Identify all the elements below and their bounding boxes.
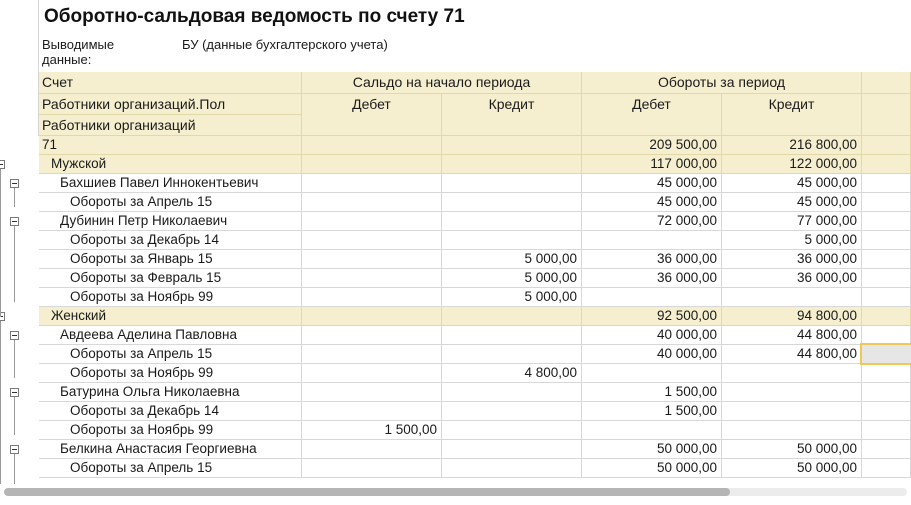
header-account[interactable]: Счет [39, 72, 302, 94]
cell-turn-dt[interactable]: 40 000,00 [582, 326, 722, 345]
header-employee-dimension[interactable]: Работники организаций [39, 115, 302, 136]
cell-turn-kt[interactable]: 5 000,00 [722, 231, 862, 250]
cell-open-kt[interactable] [442, 193, 582, 212]
header-turnover-debit[interactable]: Дебет [582, 94, 722, 136]
cell-extra[interactable] [862, 231, 911, 250]
cell-turn-kt[interactable]: 77 000,00 [722, 212, 862, 231]
cell-open-kt[interactable] [442, 345, 582, 364]
output-data-label: Выводимые данные: [42, 37, 115, 67]
cell-open-dt[interactable] [302, 212, 442, 231]
cell-extra[interactable] [862, 193, 911, 212]
cell-open-kt[interactable]: 4 800,00 [442, 364, 582, 383]
cell-turn-dt[interactable] [582, 288, 722, 307]
cell-label[interactable]: Обороты за Ноябрь 99 [39, 364, 302, 383]
cell-open-dt[interactable] [302, 155, 442, 174]
collapse-icon[interactable] [10, 388, 19, 397]
collapse-icon[interactable] [0, 160, 5, 169]
cell-extra[interactable] [862, 250, 911, 269]
cell-turn-dt[interactable] [582, 421, 722, 440]
tree-connector [0, 321, 1, 484]
cell-open-kt[interactable] [442, 440, 582, 459]
cell-label[interactable]: Белкина Анастасия Георгиевна [39, 440, 302, 459]
tree-connector [14, 397, 15, 435]
cell-open-kt[interactable]: 5 000,00 [442, 269, 582, 288]
cell-open-dt[interactable] [302, 269, 442, 288]
cell-label[interactable]: Батурина Ольга Николаевна [39, 383, 302, 402]
cell-extra[interactable] [862, 155, 911, 174]
cell-open-kt[interactable]: 5 000,00 [442, 250, 582, 269]
cell-open-dt[interactable] [302, 440, 442, 459]
cell-extra[interactable] [862, 307, 911, 326]
cell-turn-kt[interactable] [722, 288, 862, 307]
header-extra-sub[interactable] [862, 94, 911, 136]
cell-turn-kt[interactable]: 45 000,00 [722, 174, 862, 193]
cell-turn-dt[interactable]: 72 000,00 [582, 212, 722, 231]
cell-label[interactable]: Обороты за Апрель 15 [39, 345, 302, 364]
cell-label[interactable]: Обороты за Январь 15 [39, 250, 302, 269]
cell-extra[interactable] [862, 269, 911, 288]
cell-turn-dt[interactable] [582, 231, 722, 250]
cell-open-dt[interactable] [302, 364, 442, 383]
cell-extra[interactable] [862, 136, 911, 155]
cell-turn-kt[interactable]: 44 800,00 [722, 345, 862, 364]
cell-turn-dt[interactable]: 45 000,00 [582, 193, 722, 212]
cell-open-dt[interactable] [302, 231, 442, 250]
cell-turn-kt[interactable]: 36 000,00 [722, 269, 862, 288]
cell-turn-kt[interactable] [722, 421, 862, 440]
cell-open-kt[interactable] [442, 421, 582, 440]
tree-connector [14, 226, 15, 302]
cell-open-kt[interactable] [442, 383, 582, 402]
cell-open-dt[interactable] [302, 250, 442, 269]
cell-label[interactable]: Мужской [39, 155, 302, 174]
cell-open-kt[interactable]: 5 000,00 [442, 288, 582, 307]
cell-turn-kt[interactable]: 122 000,00 [722, 155, 862, 174]
cell-open-kt[interactable] [442, 326, 582, 345]
cell-open-dt[interactable] [302, 402, 442, 421]
cell-open-kt[interactable] [442, 174, 582, 193]
collapse-icon[interactable] [10, 331, 19, 340]
cell-extra[interactable] [862, 459, 911, 478]
cell-extra[interactable] [862, 402, 911, 421]
cell-turn-dt[interactable]: 36 000,00 [582, 269, 722, 288]
cell-open-dt[interactable] [302, 345, 442, 364]
cell-open-dt[interactable] [302, 383, 442, 402]
output-data-value: БУ (данные бухгалтерского учета) [182, 37, 388, 52]
cell-open-kt[interactable] [442, 155, 582, 174]
cell-label[interactable]: Обороты за Апрель 15 [39, 193, 302, 212]
cell-turn-dt[interactable]: 117 000,00 [582, 155, 722, 174]
cell-turn-dt[interactable]: 50 000,00 [582, 459, 722, 478]
cell-turn-kt[interactable]: 36 000,00 [722, 250, 862, 269]
cell-extra[interactable] [862, 212, 911, 231]
cell-open-kt[interactable] [442, 212, 582, 231]
cell-turn-kt[interactable] [722, 402, 862, 421]
cell-label[interactable]: Авдеева Аделина Павловна [39, 326, 302, 345]
cell-label[interactable]: Дубинин Петр Николаевич [39, 212, 302, 231]
cell-turn-kt[interactable]: 216 800,00 [722, 136, 862, 155]
cell-extra[interactable] [862, 383, 911, 402]
collapse-icon[interactable] [10, 217, 19, 226]
cell-open-kt[interactable] [442, 402, 582, 421]
cell-label[interactable]: Обороты за Апрель 15 [39, 459, 302, 478]
tree-connector [14, 188, 15, 207]
cell-label[interactable]: Обороты за Ноябрь 99 [39, 421, 302, 440]
cell-extra[interactable] [862, 440, 911, 459]
header-turnover[interactable]: Обороты за период [582, 72, 862, 94]
cell-label[interactable]: Обороты за Февраль 15 [39, 269, 302, 288]
tree-connector [0, 169, 1, 317]
cell-open-dt[interactable] [302, 136, 442, 155]
cell-open-kt[interactable] [442, 231, 582, 250]
header-opening-credit[interactable]: Кредит [442, 94, 582, 136]
cell-turn-kt[interactable] [722, 383, 862, 402]
cell-open-kt[interactable] [442, 307, 582, 326]
cell-turn-dt[interactable]: 40 000,00 [582, 345, 722, 364]
cell-turn-dt[interactable]: 92 500,00 [582, 307, 722, 326]
cell-label[interactable]: Обороты за Декабрь 14 [39, 402, 302, 421]
cell-turn-dt[interactable]: 1 500,00 [582, 402, 722, 421]
cell-open-dt[interactable] [302, 174, 442, 193]
cell-turn-dt[interactable]: 45 000,00 [582, 174, 722, 193]
cell-label[interactable]: Бахшиев Павел Иннокентьевич [39, 174, 302, 193]
horizontal-scrollbar[interactable] [0, 484, 911, 502]
cell-label[interactable]: Женский [39, 307, 302, 326]
cell-extra[interactable] [862, 174, 911, 193]
cell-open-dt[interactable]: 1 500,00 [302, 421, 442, 440]
header-extra[interactable] [862, 72, 911, 94]
cell-extra[interactable] [862, 288, 911, 307]
report-title: Оборотно-сальдовая ведомость по счету 71 [44, 6, 465, 27]
cell-turn-kt[interactable]: 44 800,00 [722, 326, 862, 345]
selected-cell[interactable] [860, 343, 911, 365]
cell-open-dt[interactable] [302, 288, 442, 307]
cell-open-kt[interactable] [442, 136, 582, 155]
collapse-icon[interactable] [10, 445, 19, 454]
tree-connector [14, 454, 15, 484]
scrollbar-thumb[interactable] [4, 488, 730, 496]
header-opening-debit[interactable]: Дебет [302, 94, 442, 136]
header-gender-dimension[interactable]: Работники организаций.Пол [39, 94, 302, 115]
cell-label[interactable]: 71 [39, 136, 302, 155]
tree-connector [14, 340, 15, 378]
cell-extra[interactable] [862, 421, 911, 440]
cell-turn-kt[interactable]: 45 000,00 [722, 193, 862, 212]
cell-open-dt[interactable] [302, 326, 442, 345]
cell-turn-kt[interactable] [722, 364, 862, 383]
cell-turn-dt[interactable]: 50 000,00 [582, 440, 722, 459]
header-turnover-credit[interactable]: Кредит [722, 94, 862, 136]
cell-turn-dt[interactable]: 1 500,00 [582, 383, 722, 402]
cell-label[interactable]: Обороты за Ноябрь 99 [39, 288, 302, 307]
cell-turn-dt[interactable]: 36 000,00 [582, 250, 722, 269]
cell-turn-kt[interactable]: 50 000,00 [722, 459, 862, 478]
header-opening-balance[interactable]: Сальдо на начало периода [302, 72, 582, 94]
cell-turn-dt[interactable] [582, 364, 722, 383]
cell-extra[interactable] [862, 364, 911, 383]
cell-turn-kt[interactable]: 50 000,00 [722, 440, 862, 459]
cell-open-dt[interactable] [302, 307, 442, 326]
cell-turn-dt[interactable]: 209 500,00 [582, 136, 722, 155]
cell-open-dt[interactable] [302, 193, 442, 212]
cell-turn-kt[interactable]: 94 800,00 [722, 307, 862, 326]
cell-label[interactable]: Обороты за Декабрь 14 [39, 231, 302, 250]
cell-open-dt[interactable] [302, 459, 442, 478]
collapse-icon[interactable] [10, 179, 19, 188]
cell-open-kt[interactable] [442, 459, 582, 478]
